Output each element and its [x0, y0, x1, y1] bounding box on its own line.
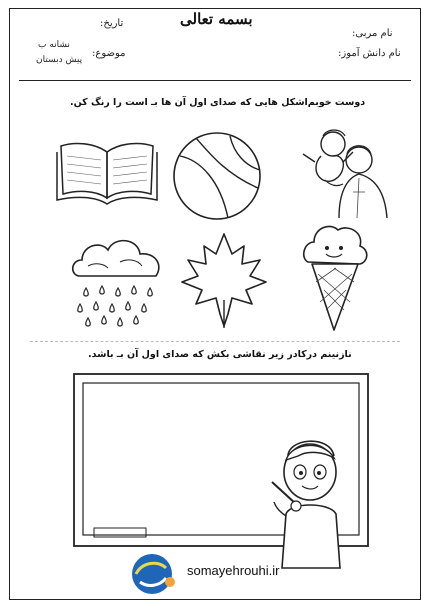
ball-image — [170, 130, 265, 222]
book-image — [55, 138, 160, 208]
ice-cream-image — [300, 218, 370, 338]
father-and-baby-image — [295, 122, 390, 220]
subject-label: موضوع: — [92, 48, 126, 59]
leaf-image — [180, 230, 268, 330]
date-label: تاریخ: — [100, 18, 124, 29]
task1-instruction: دوست خوبم‌اشکل هایی که صدای اول آن ها بـ است را رنگ کن. — [70, 97, 366, 108]
task2-instruction: نازنینم درکادر زیر نقاشی بکش که صدای اول آن بـ باشد. — [88, 349, 352, 360]
teacher-boy-image — [268, 432, 358, 568]
website-url: somayehrouhi.ir — [187, 563, 280, 578]
subject-value-line2: پیش دبستان — [36, 55, 83, 65]
teacher-name-label: نام مربی: — [352, 28, 393, 39]
site-logo-icon — [128, 552, 180, 596]
page-title: بسمه تعالی — [180, 10, 253, 28]
section-divider — [30, 341, 400, 342]
header-divider — [19, 80, 411, 81]
subject-value-line1: نشانه ب — [38, 40, 70, 50]
student-name-label: نام دانش آموز: — [338, 48, 401, 59]
rain-cloud-image — [68, 232, 168, 332]
